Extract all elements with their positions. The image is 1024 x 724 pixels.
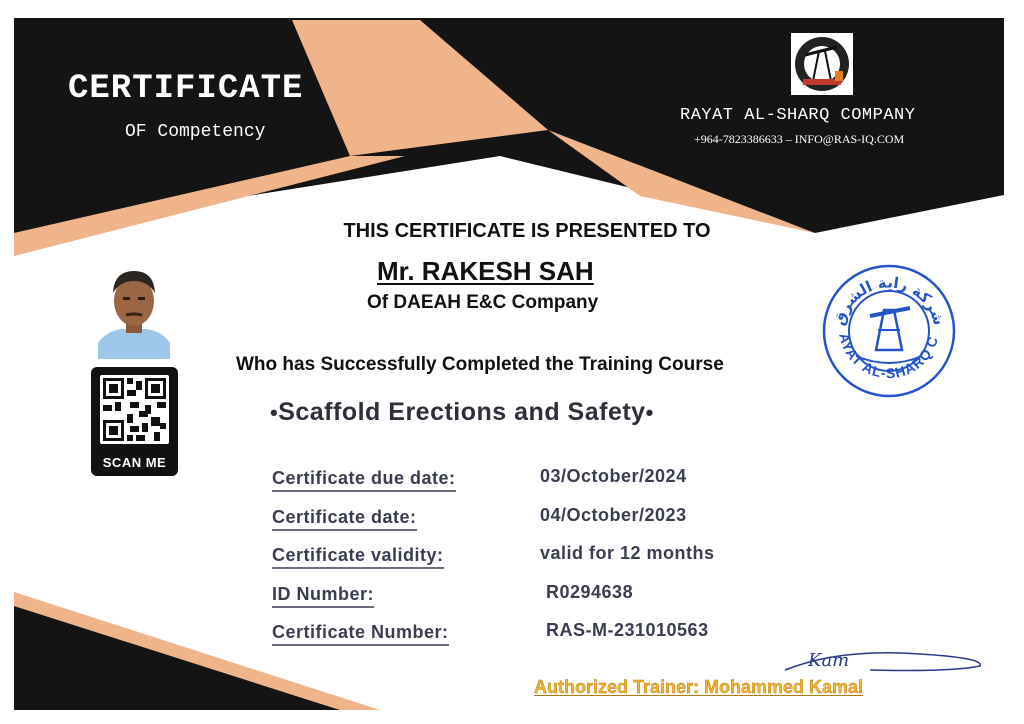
authorized-trainer: Authorized Trainer: Mohammed Kamal bbox=[534, 677, 864, 697]
scan-me-label: SCAN ME bbox=[102, 455, 167, 470]
svg-text:شركة راية الشرق: شركة راية الشرق bbox=[829, 273, 949, 328]
certificate-date-label: Certificate date: bbox=[272, 507, 417, 531]
company-logo bbox=[791, 33, 853, 95]
qr-code[interactable] bbox=[100, 375, 169, 444]
validity-value: valid for 12 months bbox=[540, 543, 715, 563]
stamp-text: AYAT AL-SHARQ C bbox=[836, 331, 942, 382]
certificate-number-label: Certificate Number: bbox=[272, 622, 449, 646]
signature-text: Kam bbox=[808, 650, 850, 671]
bullet-dot: • bbox=[645, 400, 654, 425]
course-name: Scaffold Erections and Safety bbox=[278, 398, 646, 426]
certificate-subtitle: OF Competency bbox=[125, 122, 266, 142]
course-title bbox=[270, 398, 654, 427]
recipient-name: Mr. RAKESH SAH bbox=[377, 256, 594, 286]
certificate-title: CERTIFICATE bbox=[68, 70, 304, 108]
company-stamp bbox=[820, 262, 958, 400]
due-date-label: Certificate due date: bbox=[272, 468, 456, 492]
company-contact: +964-7823386633 – INFO@RAS-IQ.COM bbox=[694, 132, 905, 146]
validity-label: Certificate validity: bbox=[272, 545, 444, 569]
completed-statement: Who has Successfully Completed the Training Course bbox=[236, 354, 724, 375]
trainer-signature bbox=[780, 640, 990, 680]
due-date-value: 03/October/2024 bbox=[540, 466, 687, 486]
certificate-number-value: RAS-M-231010563 bbox=[546, 620, 709, 640]
recipient-company: Of DAEAH E&C Company bbox=[367, 292, 599, 313]
id-number-value: R0294638 bbox=[546, 582, 634, 602]
presented-to-heading: THIS CERTIFICATE IS PRESENTED TO bbox=[343, 220, 711, 242]
id-number-label: ID Number: bbox=[272, 584, 374, 608]
qr-code-card[interactable] bbox=[91, 367, 178, 476]
company-name: RAYAT AL-SHARQ COMPANY bbox=[680, 106, 916, 125]
certificate-date-value: 04/October/2023 bbox=[540, 505, 687, 525]
bullet-dot: • bbox=[270, 400, 279, 425]
recipient-photo bbox=[96, 263, 172, 359]
